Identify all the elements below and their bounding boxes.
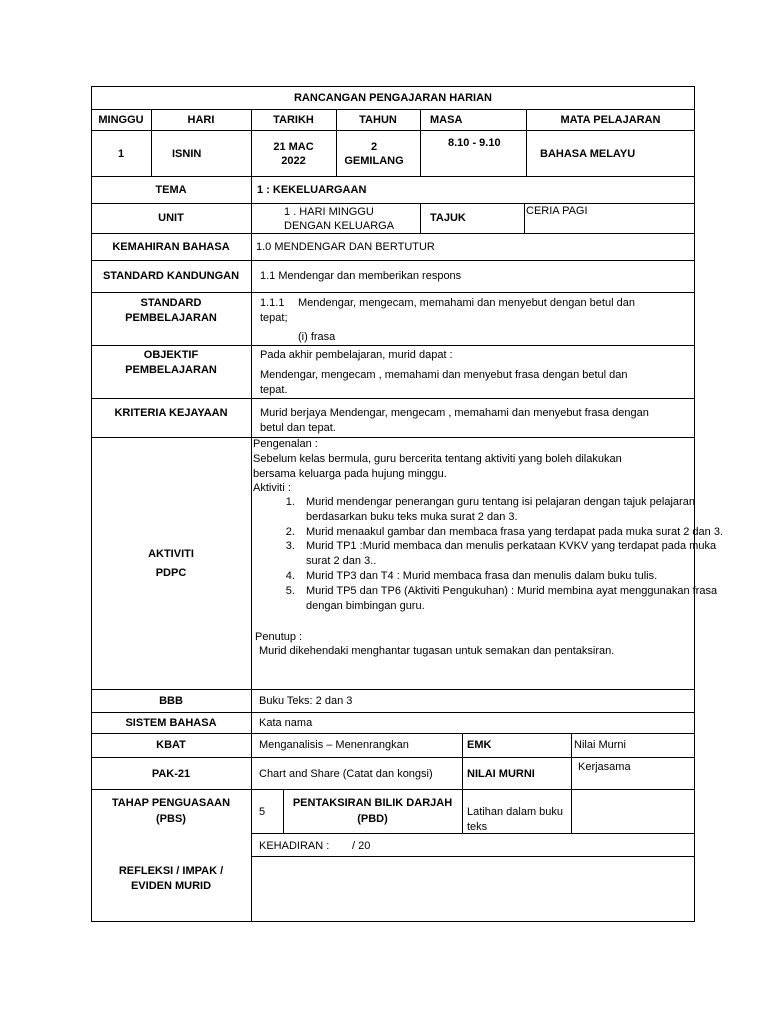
kehadiran-label: KEHADIRAN : bbox=[259, 840, 330, 852]
list-item: 1. Murid mendengar penerangan guru tentang isi pelajaran dengan tajuk pelajaran berdasarkan buku teks muka surat 2 dan 3. bbox=[298, 495, 736, 525]
standard-pembelajaran-code: 1.1.1 bbox=[260, 297, 285, 309]
pengenalan-label: Pengenalan : bbox=[253, 438, 318, 450]
standard-pembelajaran-text-line1: Mendengar, mengecam, memahami dan menyebut dengan betul dan bbox=[298, 297, 635, 309]
row-divider bbox=[91, 109, 695, 110]
bbb-label: BBB bbox=[159, 695, 183, 707]
objektif-label-line1: OBJEKTIF bbox=[143, 349, 199, 361]
list-item: 4. Murid TP3 dan T4 : Murid membaca frasa dan menulis dalam buku tulis. bbox=[298, 569, 736, 584]
kemahiran-value: 1.0 MENDENGAR DAN BERTUTUR bbox=[256, 241, 435, 253]
pbd-value-line2: teks bbox=[467, 821, 488, 833]
pengenalan-text-line1: Sebelum kelas bermula, guru bercerita tentang aktiviti yang boleh dilakukan bbox=[253, 453, 622, 465]
tema-label: TEMA bbox=[155, 184, 187, 196]
tahap-label-line1: TAHAP PENGUASAAN bbox=[111, 797, 231, 809]
tarikh-value-line2: 2022 bbox=[281, 155, 306, 167]
activity-list bbox=[253, 495, 736, 613]
row-divider bbox=[91, 398, 695, 399]
unit-label: UNIT bbox=[158, 212, 184, 224]
standard-pembelajaran-text-line2: tepat; bbox=[260, 312, 288, 324]
penutup-label: Penutup : bbox=[255, 631, 303, 643]
standard-pembelajaran-sub: (i) frasa bbox=[298, 331, 336, 343]
col-divider bbox=[251, 176, 252, 922]
kehadiran-value: / 20 bbox=[352, 840, 371, 852]
objektif-text-line2: tepat. bbox=[260, 384, 288, 396]
penutup-text: Murid dikehendaki menghantar tugasan untuk semakan dan pentaksiran. bbox=[259, 645, 615, 657]
emk-value: Nilai Murni bbox=[574, 739, 626, 751]
tahap-label-line2: (PBS) bbox=[156, 813, 186, 825]
header-masa: MASA bbox=[430, 114, 463, 126]
row-divider bbox=[251, 856, 695, 857]
col-divider bbox=[420, 109, 421, 176]
row-divider bbox=[91, 292, 695, 293]
header-tahun: TAHUN bbox=[359, 114, 397, 126]
masa-value: 8.10 - 9.10 bbox=[448, 137, 501, 149]
mata-pelajaran-value: BAHASA MELAYU bbox=[540, 148, 636, 160]
row-divider bbox=[91, 130, 695, 131]
aktiviti-label-line2: PDPC bbox=[155, 567, 187, 579]
pengenalan-text-line2: bersama keluarga pada hujung minggu. bbox=[253, 468, 447, 480]
aktiviti-label-line1: AKTIVITI bbox=[148, 548, 194, 560]
tajuk-value: CERIA PAGI bbox=[526, 205, 588, 217]
pbd-value-line1: Latihan dalam buku bbox=[467, 806, 564, 818]
tajuk-label: TAJUK bbox=[430, 212, 466, 224]
tahap-value: 5 bbox=[259, 806, 266, 818]
bbb-value: Buku Teks: 2 dan 3 bbox=[259, 695, 353, 707]
objektif-label-line2: PEMBELAJARAN bbox=[125, 364, 217, 376]
standard-kandungan-label: STANDARD KANDUNGAN bbox=[102, 270, 240, 282]
emk-label: EMK bbox=[467, 739, 492, 751]
tahun-value-line1: 2 bbox=[370, 141, 378, 153]
minggu-value: 1 bbox=[117, 148, 125, 160]
refleksi-label-line1: REFLEKSI / IMPAK / bbox=[118, 865, 224, 877]
row-divider bbox=[91, 712, 695, 713]
col-divider bbox=[524, 203, 525, 233]
row-divider bbox=[91, 757, 695, 758]
pak21-label: PAK-21 bbox=[151, 768, 191, 780]
col-divider bbox=[462, 733, 463, 833]
pbd-label-line1: PENTAKSIRAN BILIK DARJAH bbox=[292, 797, 453, 809]
nilai-murni-label: NILAI MURNI bbox=[467, 768, 535, 780]
row-divider bbox=[91, 345, 695, 346]
aktiviti-list-label: Aktiviti : bbox=[253, 482, 291, 494]
kemahiran-label: KEMAHIRAN BAHASA bbox=[112, 241, 230, 253]
objektif-intro: Pada akhir pembelajaran, murid dapat : bbox=[260, 349, 453, 361]
kriteria-text-line2: betul dan tepat. bbox=[260, 422, 336, 434]
hari-value: ISNIN bbox=[172, 148, 202, 160]
col-divider bbox=[571, 733, 572, 833]
row-divider bbox=[91, 176, 695, 177]
unit-value-line2: DENGAN KELUARGA bbox=[284, 220, 395, 232]
header-tarikh: TARIKH bbox=[273, 114, 314, 126]
tarikh-value-line1: 21 MAC bbox=[273, 141, 314, 153]
standard-pembelajaran-label-line2: PEMBELAJARAN bbox=[125, 312, 217, 324]
row-divider bbox=[91, 689, 695, 690]
row-divider bbox=[91, 233, 695, 234]
list-item: 3. Murid TP1 :Murid membaca dan menulis perkataan KVKV yang terdapat pada muka surat 2 dan 3.. bbox=[298, 539, 736, 569]
kriteria-text-line1: Murid berjaya Mendengar, mengecam , memahami dan menyebut frasa dengan bbox=[260, 407, 649, 419]
row-divider bbox=[91, 733, 695, 734]
header-hari: HARI bbox=[187, 114, 215, 126]
tahun-value-line2: GEMILANG bbox=[344, 155, 404, 167]
row-divider bbox=[91, 789, 695, 790]
standard-kandungan-value: 1.1 Mendengar dan memberikan respons bbox=[260, 270, 462, 282]
kbat-label: KBAT bbox=[156, 739, 186, 751]
row-divider bbox=[91, 203, 695, 204]
tema-value: 1 : KEKELUARGAAN bbox=[257, 184, 367, 196]
row-divider bbox=[91, 260, 695, 261]
col-divider bbox=[420, 203, 421, 233]
kbat-value: Menganalisis – Menenrangkan bbox=[259, 739, 409, 751]
header-mata-pelajaran: MATA PELAJARAN bbox=[560, 114, 661, 126]
pbd-label-line2: (PBD) bbox=[357, 813, 388, 825]
header-minggu: MINGGU bbox=[98, 114, 144, 126]
row-divider bbox=[91, 437, 695, 438]
kriteria-label: KRITERIA KEJAYAAN bbox=[114, 407, 228, 419]
sistem-bahasa-value: Kata nama bbox=[259, 717, 313, 729]
list-item: 2. Murid menaakul gambar dan membaca frasa yang terdapat pada muka surat 2 dan 3. bbox=[298, 525, 736, 540]
sistem-bahasa-label: SISTEM BAHASA bbox=[125, 717, 217, 729]
unit-value-line1: 1 . HARI MINGGU bbox=[284, 206, 374, 218]
objektif-text-line1: Mendengar, mengecam , memahami dan menyebut frasa dengan betul dan bbox=[260, 369, 628, 381]
pak21-value: Chart and Share (Catat dan kongsi) bbox=[259, 768, 433, 780]
standard-pembelajaran-label-line1: STANDARD bbox=[140, 297, 202, 309]
page-title: RANCANGAN PENGAJARAN HARIAN bbox=[293, 92, 492, 104]
list-item: 5. Murid TP5 dan TP6 (Aktiviti Pengukuhan) : Murid membina ayat menggunakan frasa dengan bimbingan guru. bbox=[298, 584, 736, 614]
refleksi-label-line2: EVIDEN MURID bbox=[130, 880, 212, 892]
nilai-murni-value: Kerjasama bbox=[578, 761, 631, 773]
